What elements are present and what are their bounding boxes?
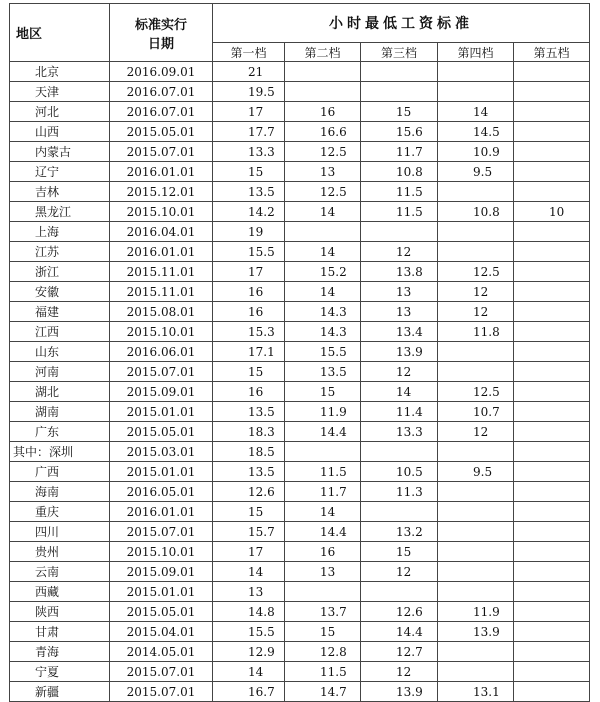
table-row (10, 142, 590, 162)
tier-1-cell: 17 (213, 542, 285, 562)
region-cell: 青海 (10, 642, 110, 662)
region-cell: 河南 (10, 362, 110, 382)
tier-1-cell: 16 (213, 302, 285, 322)
region-cell: 河北 (10, 102, 110, 122)
tier-4-cell (438, 522, 514, 542)
tier-1-cell: 16 (213, 282, 285, 302)
tier-2-cell: 12.5 (285, 142, 361, 162)
tier-1-cell: 17.1 (213, 342, 285, 362)
table-row (10, 522, 590, 542)
region-cell: 天津 (10, 82, 110, 102)
date-cell: 2015.10.01 (110, 322, 213, 342)
tier-3-cell: 12 (361, 242, 438, 262)
tier-3-cell: 13.9 (361, 682, 438, 702)
tier-3-cell: 15.6 (361, 122, 438, 142)
region-cell: 重庆 (10, 502, 110, 522)
tier-2-cell: 16 (285, 542, 361, 562)
tier-2-cell (285, 62, 361, 82)
tier-3-cell: 14.4 (361, 622, 438, 642)
region-cell: 其中：深圳 (10, 442, 110, 462)
tier-4-cell (438, 182, 514, 202)
table-row (10, 662, 590, 682)
tier-1-cell: 15.3 (213, 322, 285, 342)
region-cell: 山西 (10, 122, 110, 142)
tier-4-cell (438, 562, 514, 582)
tier-header-3: 第三档 (361, 43, 438, 62)
tier-2-cell: 16.6 (285, 122, 361, 142)
tier-4-cell: 12 (438, 282, 514, 302)
tier-3-cell: 13 (361, 302, 438, 322)
table-row (10, 482, 590, 502)
date-cell: 2016.06.01 (110, 342, 213, 362)
tier-header-4: 第四档 (438, 43, 514, 62)
tier-4-cell: 10.9 (438, 142, 514, 162)
tier-5-cell (514, 662, 590, 682)
tier-2-cell: 12.5 (285, 182, 361, 202)
tier-5-cell (514, 362, 590, 382)
tier-1-cell: 13.5 (213, 182, 285, 202)
tier-1-cell: 13.3 (213, 142, 285, 162)
tier-1-cell: 12.9 (213, 642, 285, 662)
date-cell: 2015.01.01 (110, 402, 213, 422)
table-row (10, 622, 590, 642)
tier-3-cell (361, 222, 438, 242)
tier-2-cell: 13.5 (285, 362, 361, 382)
tier-5-cell (514, 562, 590, 582)
date-cell: 2016.07.01 (110, 102, 213, 122)
tier-2-cell: 13 (285, 562, 361, 582)
date-cell: 2016.04.01 (110, 222, 213, 242)
tier-4-cell: 10.7 (438, 402, 514, 422)
table-row (10, 182, 590, 202)
tier-3-cell: 15 (361, 102, 438, 122)
tier-5-cell (514, 282, 590, 302)
region-cell: 湖北 (10, 382, 110, 402)
tier-1-cell: 14 (213, 662, 285, 682)
tier-1-cell: 19 (213, 222, 285, 242)
table-row (10, 342, 590, 362)
tier-3-cell: 11.7 (361, 142, 438, 162)
tier-5-cell (514, 322, 590, 342)
region-cell: 新疆 (10, 682, 110, 702)
region-cell: 江苏 (10, 242, 110, 262)
tier-header-2: 第二档 (285, 43, 361, 62)
date-cell: 2015.07.01 (110, 362, 213, 382)
tier-3-cell: 12 (361, 562, 438, 582)
tier-2-cell: 14.3 (285, 322, 361, 342)
date-column-header (110, 4, 213, 62)
tier-5-cell (514, 402, 590, 422)
table-row (10, 242, 590, 262)
tier-4-cell: 12.5 (438, 382, 514, 402)
date-cell: 2016.01.01 (110, 162, 213, 182)
date-cell: 2015.11.01 (110, 282, 213, 302)
region-cell: 上海 (10, 222, 110, 242)
table-row (10, 302, 590, 322)
table-row (10, 602, 590, 622)
tier-5-cell (514, 62, 590, 82)
tier-4-cell: 9.5 (438, 162, 514, 182)
table-row (10, 282, 590, 302)
date-cell: 2015.04.01 (110, 622, 213, 642)
tier-5-cell (514, 342, 590, 362)
tier-3-cell: 15 (361, 542, 438, 562)
tier-2-cell (285, 582, 361, 602)
tier-4-cell: 12.5 (438, 262, 514, 282)
table-row (10, 262, 590, 282)
date-cell: 2014.05.01 (110, 642, 213, 662)
tier-3-cell: 11.4 (361, 402, 438, 422)
table-row (10, 222, 590, 242)
date-cell: 2015.07.01 (110, 682, 213, 702)
date-header-line2: 日期 (147, 36, 174, 52)
tier-3-cell: 12.6 (361, 602, 438, 622)
tier-1-cell: 14.2 (213, 202, 285, 222)
tier-2-cell (285, 82, 361, 102)
tier-1-cell: 16.7 (213, 682, 285, 702)
region-cell: 贵州 (10, 542, 110, 562)
date-cell: 2015.08.01 (110, 302, 213, 322)
table-row (10, 562, 590, 582)
tier-2-cell: 11.9 (285, 402, 361, 422)
tier-2-cell: 11.7 (285, 482, 361, 502)
date-cell: 2015.07.01 (110, 662, 213, 682)
tier-4-cell (438, 582, 514, 602)
tier-5-cell (514, 502, 590, 522)
tier-2-cell: 13.7 (285, 602, 361, 622)
tier-2-cell: 11.5 (285, 662, 361, 682)
tier-3-cell: 10.8 (361, 162, 438, 182)
tier-3-cell: 11.5 (361, 182, 438, 202)
tier-5-cell (514, 102, 590, 122)
tier-1-cell: 15 (213, 162, 285, 182)
tier-1-cell: 18.5 (213, 442, 285, 462)
tier-1-cell: 15.7 (213, 522, 285, 542)
tier-3-cell: 13.2 (361, 522, 438, 542)
tier-1-cell: 17 (213, 262, 285, 282)
date-cell: 2015.10.01 (110, 542, 213, 562)
tier-2-cell: 12.8 (285, 642, 361, 662)
tier-3-cell: 11.3 (361, 482, 438, 502)
table-row (10, 462, 590, 482)
tier-3-cell (361, 82, 438, 102)
tier-1-cell: 15.5 (213, 622, 285, 642)
hourly-minimum-wage-table (9, 3, 590, 702)
date-cell: 2015.07.01 (110, 142, 213, 162)
tier-3-cell: 12 (361, 362, 438, 382)
tier-5-cell (514, 142, 590, 162)
tier-header-1: 第一档 (213, 43, 285, 62)
tier-1-cell: 16 (213, 382, 285, 402)
table-row (10, 162, 590, 182)
tier-2-cell: 11.5 (285, 462, 361, 482)
tier-5-cell (514, 162, 590, 182)
tier-3-cell: 13.8 (361, 262, 438, 282)
date-cell: 2015.09.01 (110, 382, 213, 402)
tier-1-cell: 12.6 (213, 482, 285, 502)
tier-2-cell: 16 (285, 102, 361, 122)
tier-4-cell (438, 222, 514, 242)
date-cell: 2016.05.01 (110, 482, 213, 502)
tier-1-cell: 14 (213, 562, 285, 582)
region-cell: 安徽 (10, 282, 110, 302)
tier-5-cell (514, 642, 590, 662)
tier-4-cell: 13.9 (438, 622, 514, 642)
region-cell: 广东 (10, 422, 110, 442)
tier-1-cell: 15.5 (213, 242, 285, 262)
tier-5-cell (514, 182, 590, 202)
tier-1-cell: 17.7 (213, 122, 285, 142)
tier-3-cell (361, 582, 438, 602)
tier-5-cell (514, 82, 590, 102)
tier-2-cell: 14 (285, 282, 361, 302)
tier-4-cell: 10.8 (438, 202, 514, 222)
tier-5-cell (514, 442, 590, 462)
tier-4-cell: 12 (438, 422, 514, 442)
tier-2-cell (285, 222, 361, 242)
tier-4-cell (438, 542, 514, 562)
date-cell: 2016.01.01 (110, 242, 213, 262)
tier-1-cell: 19.5 (213, 82, 285, 102)
date-cell: 2015.03.01 (110, 442, 213, 462)
tier-1-cell: 21 (213, 62, 285, 82)
date-cell: 2015.09.01 (110, 562, 213, 582)
tier-2-cell: 14 (285, 502, 361, 522)
tier-4-cell: 14 (438, 102, 514, 122)
tier-5-cell (514, 602, 590, 622)
tier-3-cell: 11.5 (361, 202, 438, 222)
tier-5-cell (514, 222, 590, 242)
tier-3-cell: 13.4 (361, 322, 438, 342)
tier-1-cell: 17 (213, 102, 285, 122)
tier-header-5: 第五档 (514, 43, 590, 62)
tier-2-cell: 15 (285, 622, 361, 642)
tier-2-cell: 14 (285, 242, 361, 262)
tier-3-cell: 13.9 (361, 342, 438, 362)
tier-3-cell: 13 (361, 282, 438, 302)
region-cell: 辽宁 (10, 162, 110, 182)
tier-4-cell (438, 662, 514, 682)
region-cell: 陕西 (10, 602, 110, 622)
region-cell: 山东 (10, 342, 110, 362)
table-row (10, 442, 590, 462)
tier-5-cell (514, 242, 590, 262)
table-row (10, 382, 590, 402)
tier-4-cell (438, 82, 514, 102)
region-cell: 福建 (10, 302, 110, 322)
date-cell: 2015.07.01 (110, 522, 213, 542)
tier-2-cell: 14.3 (285, 302, 361, 322)
tier-4-cell (438, 482, 514, 502)
table-title: 小时最低工资标准 (213, 4, 590, 43)
tier-1-cell: 15 (213, 362, 285, 382)
table-row (10, 422, 590, 442)
tier-3-cell (361, 442, 438, 462)
date-cell: 2016.01.01 (110, 502, 213, 522)
tier-1-cell: 13.5 (213, 462, 285, 482)
tier-5-cell (514, 582, 590, 602)
tier-2-cell: 15 (285, 382, 361, 402)
tier-3-cell: 12.7 (361, 642, 438, 662)
tier-4-cell: 11.9 (438, 602, 514, 622)
tier-4-cell: 12 (438, 302, 514, 322)
date-cell: 2016.07.01 (110, 82, 213, 102)
region-cell: 四川 (10, 522, 110, 542)
tier-1-cell: 14.8 (213, 602, 285, 622)
tier-3-cell: 14 (361, 382, 438, 402)
region-cell: 湖南 (10, 402, 110, 422)
tier-4-cell (438, 242, 514, 262)
tier-4-cell (438, 362, 514, 382)
table-row (10, 362, 590, 382)
date-cell: 2015.10.01 (110, 202, 213, 222)
table-row (10, 542, 590, 562)
tier-2-cell: 15.5 (285, 342, 361, 362)
table-row (10, 82, 590, 102)
tier-5-cell (514, 622, 590, 642)
date-cell: 2015.01.01 (110, 462, 213, 482)
tier-2-cell: 15.2 (285, 262, 361, 282)
region-cell: 吉林 (10, 182, 110, 202)
tier-1-cell: 18.3 (213, 422, 285, 442)
tier-4-cell: 11.8 (438, 322, 514, 342)
tier-3-cell (361, 62, 438, 82)
table-body (10, 62, 590, 702)
tier-5-cell (514, 482, 590, 502)
tier-5-cell (514, 302, 590, 322)
region-column-header: 地区 (10, 4, 110, 62)
tier-5-cell (514, 122, 590, 142)
table-row (10, 62, 590, 82)
tier-4-cell (438, 642, 514, 662)
tier-3-cell: 10.5 (361, 462, 438, 482)
tier-5-cell (514, 262, 590, 282)
tier-1-cell: 13 (213, 582, 285, 602)
date-header-line1: 标准实行 (134, 17, 187, 33)
date-cell: 2015.05.01 (110, 602, 213, 622)
tier-4-cell (438, 442, 514, 462)
table-row (10, 642, 590, 662)
region-cell: 内蒙古 (10, 142, 110, 162)
region-cell: 宁夏 (10, 662, 110, 682)
date-cell: 2015.05.01 (110, 122, 213, 142)
region-cell: 浙江 (10, 262, 110, 282)
tier-4-cell: 13.1 (438, 682, 514, 702)
wage-table-container (9, 3, 590, 702)
tier-2-cell: 14.7 (285, 682, 361, 702)
table-row (10, 202, 590, 222)
date-cell: 2016.09.01 (110, 62, 213, 82)
date-cell: 2015.11.01 (110, 262, 213, 282)
table-row (10, 582, 590, 602)
tier-1-cell: 15 (213, 502, 285, 522)
date-cell: 2015.05.01 (110, 422, 213, 442)
tier-4-cell: 14.5 (438, 122, 514, 142)
tier-5-cell (514, 542, 590, 562)
tier-2-cell: 14 (285, 202, 361, 222)
region-cell: 江西 (10, 322, 110, 342)
tier-3-cell: 13.3 (361, 422, 438, 442)
region-cell: 海南 (10, 482, 110, 502)
tier-5-cell (514, 462, 590, 482)
tier-5-cell: 10 (514, 202, 590, 222)
table-row (10, 102, 590, 122)
tier-4-cell (438, 502, 514, 522)
date-cell: 2015.01.01 (110, 582, 213, 602)
tier-4-cell (438, 342, 514, 362)
region-cell: 云南 (10, 562, 110, 582)
table-row (10, 122, 590, 142)
tier-2-cell: 14.4 (285, 422, 361, 442)
date-cell: 2015.12.01 (110, 182, 213, 202)
tier-4-cell: 9.5 (438, 462, 514, 482)
header-row (10, 4, 590, 43)
region-cell: 广西 (10, 462, 110, 482)
tier-3-cell: 12 (361, 662, 438, 682)
region-cell: 北京 (10, 62, 110, 82)
table-row (10, 322, 590, 342)
tier-2-cell: 13 (285, 162, 361, 182)
region-cell: 黑龙江 (10, 202, 110, 222)
tier-2-cell (285, 442, 361, 462)
tier-5-cell (514, 382, 590, 402)
tier-2-cell: 14.4 (285, 522, 361, 542)
tier-1-cell: 13.5 (213, 402, 285, 422)
region-cell: 西藏 (10, 582, 110, 602)
tier-3-cell (361, 502, 438, 522)
tier-5-cell (514, 522, 590, 542)
table-row (10, 502, 590, 522)
tier-4-cell (438, 62, 514, 82)
table-row (10, 402, 590, 422)
region-cell: 甘肃 (10, 622, 110, 642)
tier-5-cell (514, 422, 590, 442)
